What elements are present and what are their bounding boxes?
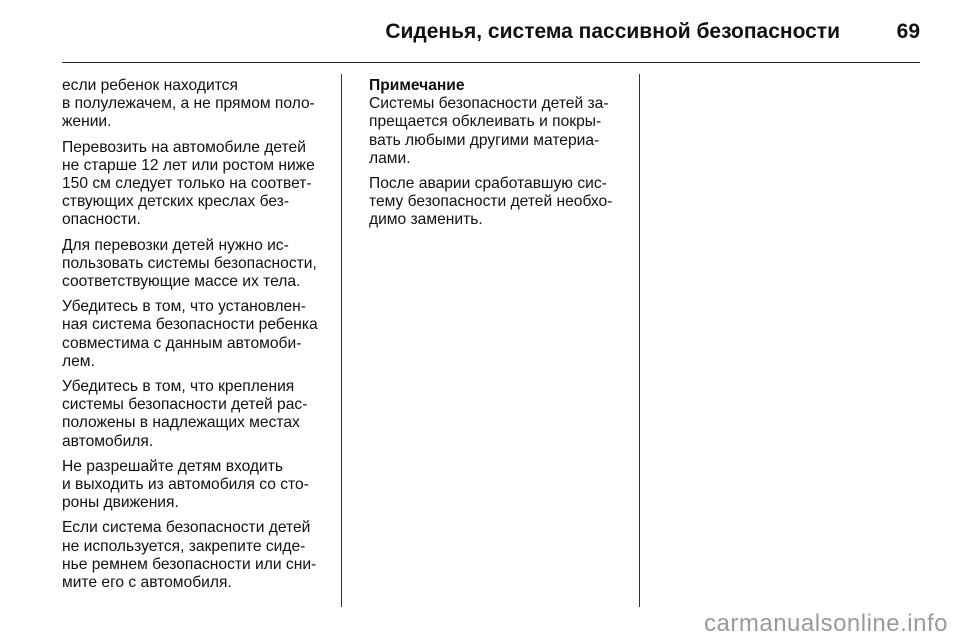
paragraph [62, 298, 332, 371]
text-line: не используется, закрепите сиде- [62, 537, 306, 555]
text-line: 150 см следует только на соответ- [62, 175, 312, 193]
text-line: если ребенок находится [62, 77, 238, 94]
text-line: положены в надлежащих местах [62, 414, 300, 432]
text-line: совместима с данным автомоби- [62, 334, 302, 352]
text-line: системы безопасности детей рас- [62, 396, 308, 414]
text-line: Системы безопасности детей за- [369, 95, 609, 113]
text-line: и выходить из автомобиля со сто- [62, 476, 309, 494]
paragraph [62, 237, 332, 292]
paragraph [62, 458, 332, 513]
text-line: соответствующие массе их тела. [62, 273, 301, 291]
text-line: пользовать системы безопасности, [62, 254, 317, 272]
text-line: вать любыми другими материа- [369, 131, 600, 149]
text-line: ная система безопасности ребенка [62, 316, 318, 334]
paragraph [62, 139, 332, 230]
paragraph [62, 77, 332, 132]
paragraph [369, 175, 631, 230]
text-line: нье ремнем безопасности или сни- [62, 555, 317, 573]
text-line: Перевозить на автомобиле детей [62, 138, 306, 156]
text-line: опасности. [62, 211, 141, 229]
text-line: ствующих детских креслах без- [62, 193, 290, 211]
middle-column [369, 77, 631, 237]
left-column [62, 77, 332, 599]
page-number: 69 [896, 20, 920, 43]
text-line: Не разрешайте детям входить [62, 457, 283, 475]
paragraph [62, 519, 332, 592]
column-divider-left [341, 74, 342, 607]
text-line: После аварии сработавшую сис- [369, 175, 607, 193]
text-line: Убедитесь в том, что крепления [62, 378, 295, 396]
page-title: Сиденья, система пассивной безопасности [385, 20, 840, 43]
text-line: тему безопасности детей необхо- [369, 193, 613, 211]
text-line: не старше 12 лет или ростом ниже [62, 156, 315, 174]
column-divider-right [639, 74, 640, 607]
text-line: мите его с автомобиля. [62, 574, 232, 592]
text-line: жении. [62, 113, 112, 131]
text-line: в полулежачем, а не прямом поло- [62, 95, 315, 113]
text-line: Если система безопасности детей [62, 519, 311, 537]
note-heading: Примечание [369, 77, 465, 94]
note-block [369, 77, 631, 168]
text-line: лами. [369, 149, 411, 167]
text-line: димо заменить. [369, 211, 483, 229]
text-line: Убедитесь в том, что установлен- [62, 298, 306, 316]
text-line: лем. [62, 352, 95, 370]
text-line: Для перевозки детей нужно ис- [62, 236, 289, 254]
text-line: автомобиля. [62, 432, 154, 450]
text-line: роны движения. [62, 494, 179, 512]
paragraph [62, 378, 332, 451]
page-header [62, 14, 920, 63]
watermark: carmanualsonline.info [704, 610, 948, 637]
text-line: прещается обклеивать и покры- [369, 113, 602, 131]
